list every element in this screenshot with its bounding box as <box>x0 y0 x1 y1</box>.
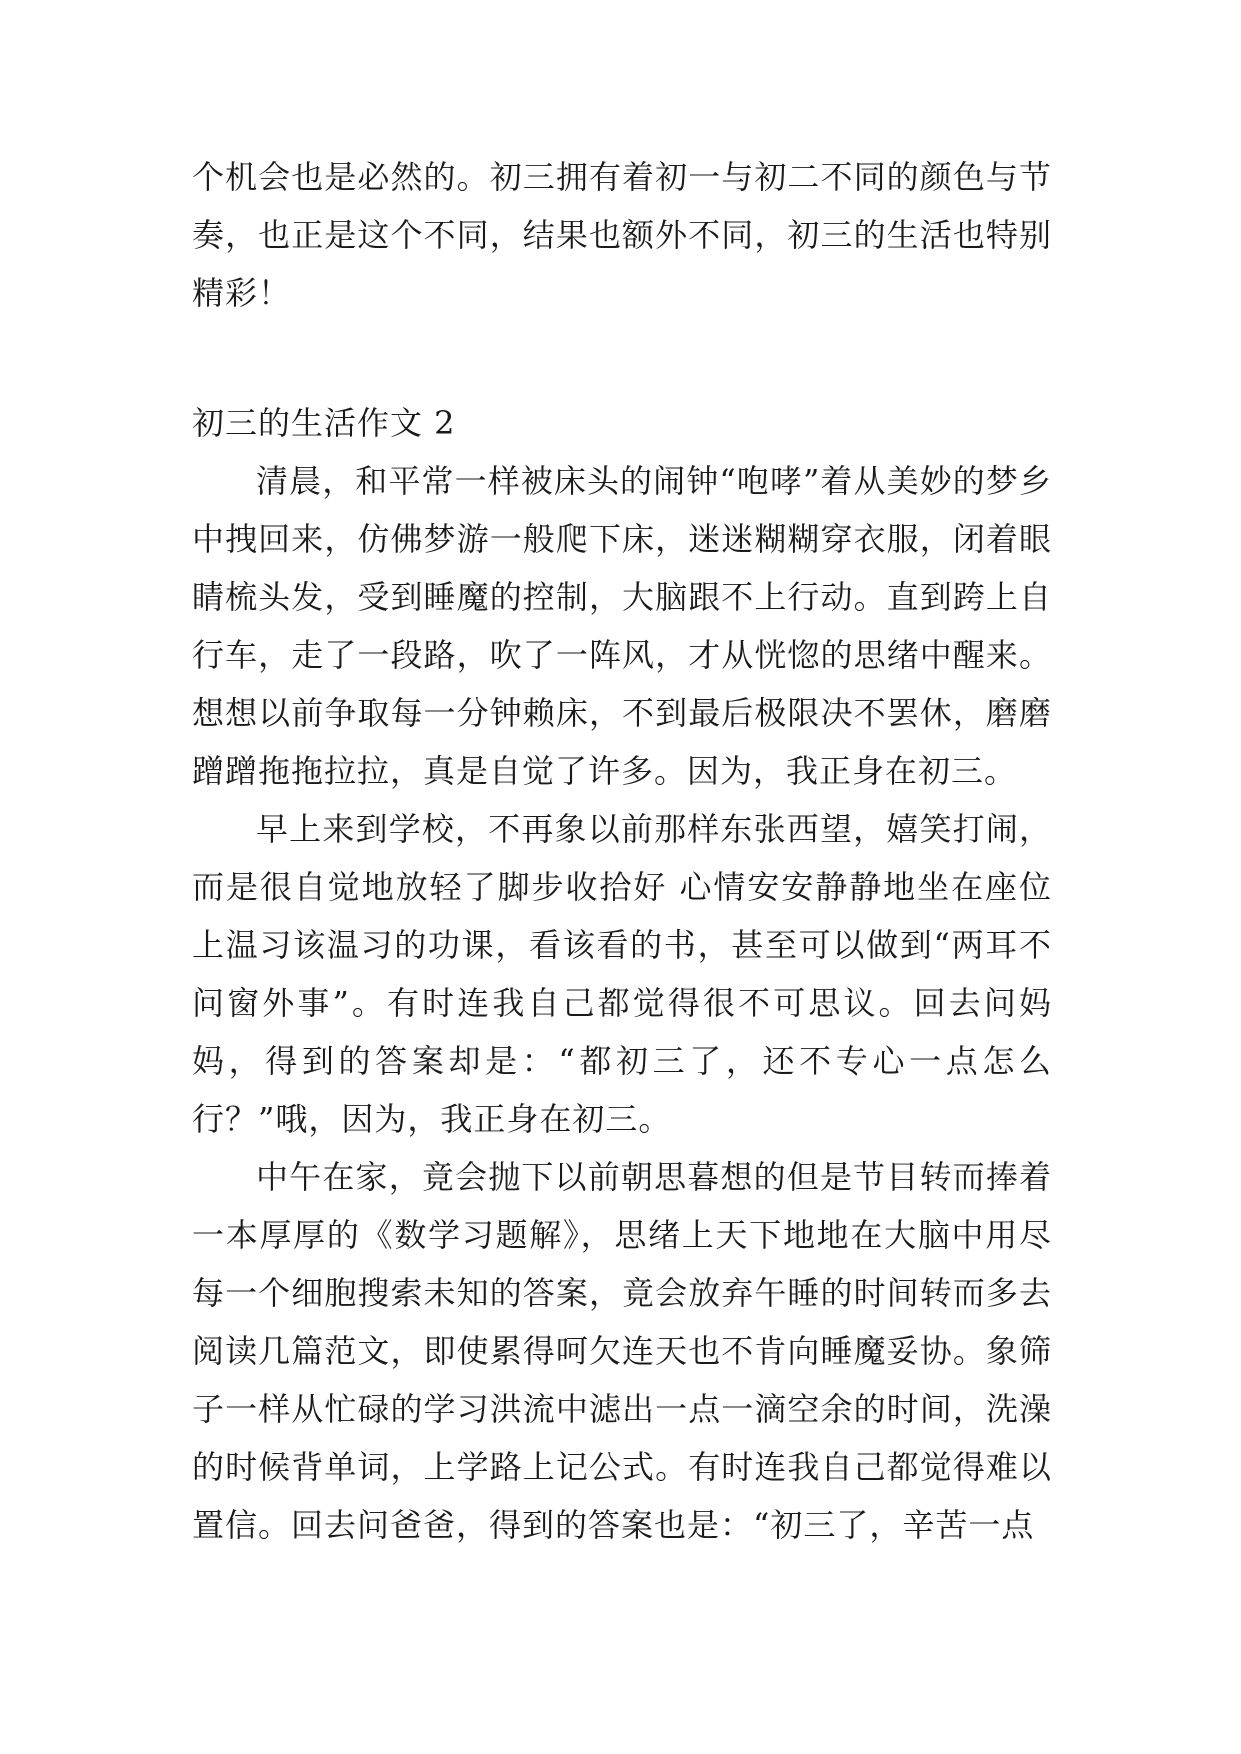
essay-heading: 初三的生活作文 2 <box>192 404 456 442</box>
paragraph-school: 早上来到学校，不再象以前那样东张西望，嬉笑打闹，而是很自觉地放轻了脚步收拾好 心情安安静静地坐在座位上温习该温习的功课，看该看的书，甚至可以做到“两耳不问窗外事”。有时连我自己都觉得很不可思议。回去问妈妈，得到的答案却是：“都初三了，还不专心一点怎么行？”哦，因为，我正身在初三。 <box>192 810 1052 1138</box>
section-spacer <box>192 322 1052 394</box>
paragraph-noon: 中午在家，竟会抛下以前朝思暮想的但是节目转而捧着一本厚厚的《数学习题解》，思绪上天下地地在大脑中用尽每一个细胞搜索未知的答案，竟会放弃午睡的时间转而多去阅读几篇范文，即使累得呵欠连天也不肯向睡魔妥协。象筛子一样从忙碌的学习洪流中滤出一点一滴空余的时间，洗澡的时候背单词，上学路上记公式。有时连我自己都觉得难以置信。回去问爸爸，得到的答案也是：“初三了，辛苦一点 <box>192 1158 1052 1544</box>
paragraph-morning: 清晨，和平常一样被床头的闹钟“咆哮”着从美妙的梦乡中拽回来，仿佛梦游一般爬下床，迷迷糊糊穿衣服，闭着眼睛梳头发，受到睡魔的控制，大脑跟不上行动。直到跨上自行车，走了一段路，吹了一阵风，才从恍惚的思绪中醒来。想想以前争取每一分钟赖床，不到最后极限决不罢休，磨磨蹭蹭拖拖拉拉，真是自觉了许多。因为，我正身在初三。 <box>192 462 1052 790</box>
continuation-paragraph: 个机会也是必然的。初三拥有着初一与初二不同的颜色与节奏，也正是这个不同，结果也额外不同，初三的生活也特别精彩！ <box>192 158 1052 312</box>
document-body <box>192 148 1052 1554</box>
